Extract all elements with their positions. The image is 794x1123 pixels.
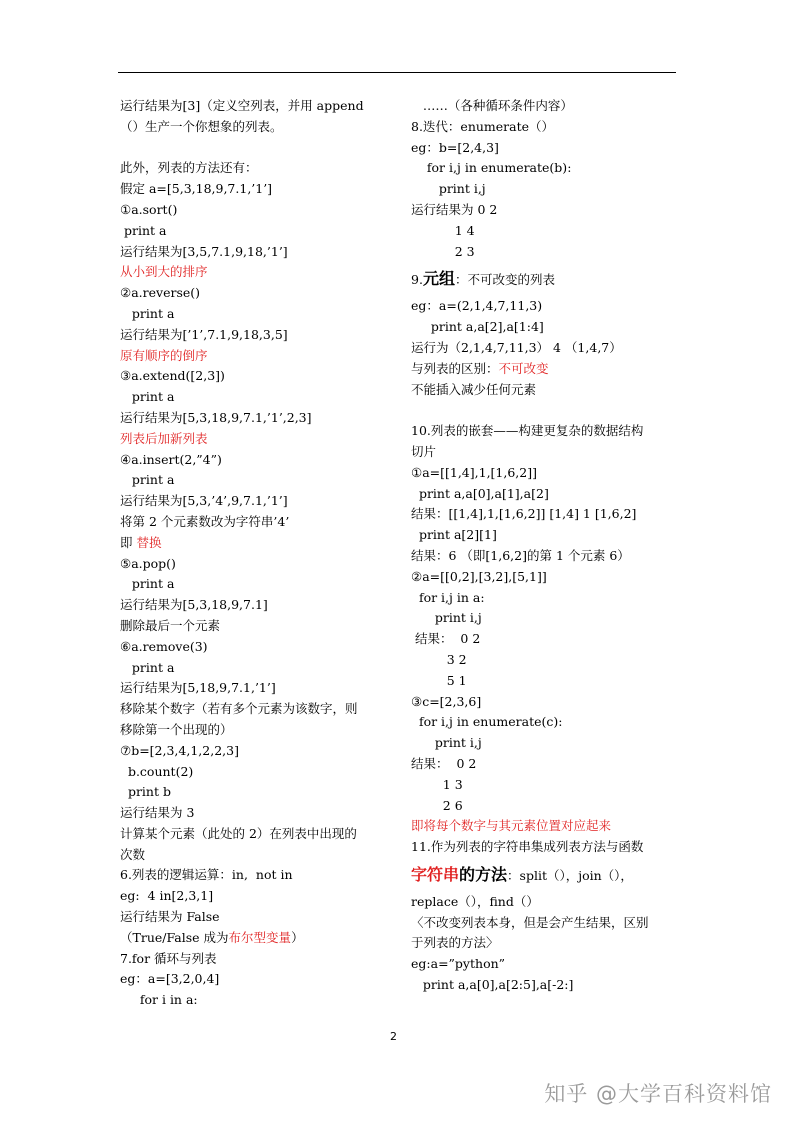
text-line bbox=[411, 504, 683, 525]
line-text: 结果： 0 2 bbox=[411, 631, 481, 647]
line-text: 11.作为列表的字符串集成列表方法与函数 bbox=[411, 839, 644, 855]
text-line bbox=[120, 242, 392, 263]
line-text: 运行结果为[5,3,18,9,7.1] bbox=[120, 597, 268, 613]
text-line bbox=[411, 525, 683, 546]
text-line bbox=[120, 678, 392, 699]
line-text: 不能插入减少任何元素 bbox=[411, 381, 537, 397]
text-line bbox=[411, 117, 683, 138]
line-text: print a,a[0],a[2:5],a[-2:] bbox=[411, 977, 574, 993]
text-line bbox=[411, 546, 683, 567]
text-line bbox=[120, 96, 392, 117]
text-line bbox=[120, 387, 392, 408]
line-text: replace（），find（） bbox=[411, 893, 539, 909]
text-line bbox=[411, 567, 683, 588]
text-line bbox=[411, 138, 683, 159]
line-text: ③a.extend([2,3]) bbox=[120, 368, 225, 384]
text-line bbox=[411, 692, 683, 713]
text-line bbox=[120, 845, 392, 866]
line-text: print b bbox=[120, 784, 171, 800]
text-line bbox=[120, 990, 392, 1011]
text-line bbox=[411, 733, 683, 754]
text-line bbox=[411, 463, 683, 484]
text-line bbox=[411, 484, 683, 505]
text-line bbox=[411, 221, 683, 242]
line-text: 运行结果为[5,18,9,7.1,’1’] bbox=[120, 680, 276, 696]
text-line bbox=[411, 754, 683, 775]
line-text: 原有顺序的倒序 bbox=[120, 347, 208, 363]
line-text: print a bbox=[120, 222, 167, 238]
line-text: 即将每个数字与其元素位置对应起来 bbox=[411, 818, 612, 834]
text-line bbox=[120, 824, 392, 845]
text-line bbox=[120, 803, 392, 824]
line-text: 运行结果为[5,3,’4’,9,7.1,’1’] bbox=[120, 493, 288, 509]
line-text: print a bbox=[120, 472, 175, 488]
text-line bbox=[120, 969, 392, 990]
line-text: 移除第一个出现的） bbox=[120, 721, 233, 737]
text-line bbox=[120, 491, 392, 512]
line-text: 移除某个数字（若有多个元素为该数字，则 bbox=[120, 701, 358, 717]
text-line bbox=[411, 588, 683, 609]
text-line bbox=[411, 892, 683, 913]
text-line bbox=[120, 512, 392, 533]
text-line bbox=[120, 450, 392, 471]
line-text: 列表后加新列表 bbox=[120, 430, 208, 446]
text-line bbox=[411, 837, 683, 858]
text-line bbox=[120, 865, 392, 886]
line-text: print a,a[2],a[1:4] bbox=[411, 319, 544, 335]
line-text: print a bbox=[120, 389, 175, 405]
text-line bbox=[120, 949, 392, 970]
text-line bbox=[120, 720, 392, 741]
line-text: 〈不改变列表本身，但是会产生结果，区别 bbox=[411, 914, 649, 930]
text-line bbox=[120, 346, 392, 367]
right-column bbox=[411, 96, 683, 996]
text-line bbox=[120, 283, 392, 304]
line-tail: ：split（），join（）， bbox=[507, 867, 633, 883]
line-text: 8.迭代：enumerate（） bbox=[411, 118, 555, 134]
highlight-text: 布尔型变量 bbox=[228, 929, 292, 945]
line-text: eg: 4 in[2,3,1] bbox=[120, 888, 214, 904]
text-line bbox=[120, 574, 392, 595]
line-text: 从小到大的排序 bbox=[120, 264, 208, 280]
text-line bbox=[120, 138, 392, 159]
line-text: 结果：[[1,4],1,[1,6,2]] [1,4] 1 [1,6,2] bbox=[411, 506, 637, 522]
text-line bbox=[411, 338, 683, 359]
line-text: 10.列表的嵌套——构建更复杂的数据结构 bbox=[411, 423, 644, 439]
text-line bbox=[411, 179, 683, 200]
page-number: 2 bbox=[390, 1030, 397, 1043]
text-line bbox=[120, 221, 392, 242]
text-line bbox=[120, 533, 392, 554]
text-line bbox=[120, 762, 392, 783]
line-text: print a,a[0],a[1],a[2] bbox=[411, 485, 549, 501]
line-text: 计算某个元素（此处的 2）在列表中出现的 bbox=[120, 825, 357, 841]
text-line bbox=[411, 796, 683, 817]
line-text: ⑤a.pop() bbox=[120, 555, 176, 571]
text-line bbox=[411, 858, 683, 892]
text-line bbox=[411, 380, 683, 401]
text-line bbox=[120, 200, 392, 221]
text-line bbox=[411, 158, 683, 179]
text-line bbox=[120, 928, 392, 949]
line-text: 运行结果为[5,3,18,9,7.1,’1’,2,3] bbox=[120, 409, 312, 425]
text-line bbox=[411, 317, 683, 338]
text-line bbox=[411, 933, 683, 954]
line-tail: ） bbox=[291, 929, 304, 945]
line-text: （True/False 成为 bbox=[120, 929, 229, 945]
line-tail: ：不可改变的列表 bbox=[454, 272, 555, 288]
line-text: ②a.reverse() bbox=[120, 285, 201, 301]
line-text: eg：a=(2,1,4,7,11,3) bbox=[411, 298, 543, 314]
text-line bbox=[120, 262, 392, 283]
line-text: print i,j bbox=[411, 181, 486, 197]
text-line bbox=[411, 671, 683, 692]
text-line bbox=[120, 637, 392, 658]
heading-term: 的方法 bbox=[459, 864, 508, 884]
line-text: for i,j in enumerate(b): bbox=[411, 160, 572, 176]
line-text: 运行结果为 0 2 bbox=[411, 201, 498, 217]
line-text: 3 2 bbox=[411, 651, 467, 667]
line-text: ②a=[[0,2],[3,2],[5,1]] bbox=[411, 568, 547, 584]
line-text: 运行结果为 False bbox=[120, 909, 220, 925]
text-line bbox=[411, 975, 683, 996]
line-text: 1 3 bbox=[411, 776, 463, 792]
text-line bbox=[120, 595, 392, 616]
line-text: 运行结果为[3]（定义空列表，并用 append bbox=[120, 98, 364, 113]
line-text: print i,j bbox=[411, 735, 482, 751]
text-line bbox=[411, 650, 683, 671]
text-line bbox=[120, 616, 392, 637]
line-text: ③c=[2,3,6] bbox=[411, 693, 482, 709]
text-line bbox=[120, 782, 392, 803]
text-line bbox=[411, 954, 683, 975]
text-line bbox=[411, 816, 683, 837]
line-text: 2 3 bbox=[411, 243, 475, 259]
text-line bbox=[411, 359, 683, 380]
line-text: eg：a=[3,2,0,4] bbox=[120, 971, 220, 987]
text-line bbox=[411, 96, 683, 117]
text-line bbox=[120, 158, 392, 179]
text-line bbox=[411, 913, 683, 934]
line-text: print a bbox=[120, 659, 175, 675]
text-line bbox=[411, 421, 683, 442]
line-text: ⑥a.remove(3) bbox=[120, 638, 208, 654]
line-text: eg：b=[2,4,3] bbox=[411, 139, 499, 155]
text-line bbox=[411, 262, 683, 296]
line-text: 9. bbox=[411, 272, 423, 288]
text-line bbox=[120, 470, 392, 491]
header-rule bbox=[118, 72, 676, 73]
line-text: 7.for 循环与列表 bbox=[120, 950, 217, 966]
text-line bbox=[120, 658, 392, 679]
highlight-text: 替换 bbox=[136, 534, 162, 550]
line-text: print a[2][1] bbox=[411, 527, 497, 543]
line-text: ……（各种循环条件内容） bbox=[411, 98, 573, 113]
line-text: 此外，列表的方法还有： bbox=[120, 160, 258, 176]
line-text: （）生产一个你想象的列表。 bbox=[120, 118, 283, 134]
line-text: ①a.sort() bbox=[120, 201, 178, 217]
line-text: ⑦b=[2,3,4,1,2,2,3] bbox=[120, 742, 239, 758]
line-text: 运行结果为[3,5,7.1,9,18,’1’] bbox=[120, 243, 288, 259]
text-line bbox=[120, 886, 392, 907]
watermark: 知乎 @大学百科资料馆 bbox=[544, 1082, 772, 1106]
line-text: 删除最后一个元素 bbox=[120, 617, 221, 633]
text-line bbox=[120, 366, 392, 387]
line-text: 与列表的区别： bbox=[411, 360, 499, 376]
line-text: 6.列表的逻辑运算：in, not in bbox=[120, 867, 293, 883]
line-text: print a bbox=[120, 305, 175, 321]
text-line bbox=[411, 629, 683, 650]
line-text: b.count(2) bbox=[120, 763, 194, 779]
line-text: 1 4 bbox=[411, 222, 475, 238]
text-line bbox=[411, 242, 683, 263]
text-line bbox=[120, 907, 392, 928]
text-line bbox=[120, 408, 392, 429]
line-text: 运行为（2,1,4,7,11,3） 4 （1,4,7） bbox=[411, 339, 622, 355]
line-text: eg:a=”python” bbox=[411, 956, 506, 972]
line-text: print i,j bbox=[411, 610, 482, 626]
highlight-text: 不可改变 bbox=[498, 360, 549, 376]
text-line bbox=[411, 442, 683, 463]
line-text: 切片 bbox=[411, 443, 437, 459]
line-text: ①a=[[1,4],1,[1,6,2]] bbox=[411, 464, 537, 480]
line-text: 5 1 bbox=[411, 672, 467, 688]
line-text: 将第 2 个元素数改为字符串’4’ bbox=[120, 513, 290, 529]
text-line bbox=[411, 712, 683, 733]
line-text: 假定 a=[5,3,18,9,7.1,’1’] bbox=[120, 181, 273, 197]
line-text: 即 bbox=[120, 534, 137, 550]
line-text: 次数 bbox=[120, 846, 146, 862]
line-text: print a bbox=[120, 576, 175, 592]
line-text: 结果： 0 2 bbox=[411, 755, 477, 771]
text-line bbox=[120, 325, 392, 346]
text-line bbox=[120, 429, 392, 450]
text-line bbox=[411, 200, 683, 221]
left-column bbox=[120, 96, 392, 1011]
line-text: 运行结果为[’1’,7.1,9,18,3,5] bbox=[120, 326, 288, 342]
line-text: ④a.insert(2,”4”) bbox=[120, 451, 222, 467]
text-line bbox=[120, 554, 392, 575]
text-line bbox=[120, 699, 392, 720]
heading-highlight: 字符串 bbox=[411, 864, 460, 884]
line-text: 结果：6 （即[1,6,2]的第 1 个元素 6） bbox=[411, 547, 630, 563]
line-text: 运行结果为 3 bbox=[120, 805, 195, 821]
text-line bbox=[411, 296, 683, 317]
text-line bbox=[411, 775, 683, 796]
line-text: for i,j in enumerate(c): bbox=[411, 714, 563, 730]
line-text: 2 6 bbox=[411, 797, 463, 813]
line-text: for i in a: bbox=[120, 992, 198, 1008]
line-text: for i,j in a: bbox=[411, 589, 485, 605]
text-line bbox=[120, 741, 392, 762]
text-line bbox=[120, 117, 392, 138]
text-line bbox=[411, 608, 683, 629]
heading-term: 元组 bbox=[422, 269, 455, 289]
text-line bbox=[120, 179, 392, 200]
text-line bbox=[120, 304, 392, 325]
text-line bbox=[411, 400, 683, 421]
line-text: 于列表的方法〉 bbox=[411, 935, 499, 951]
